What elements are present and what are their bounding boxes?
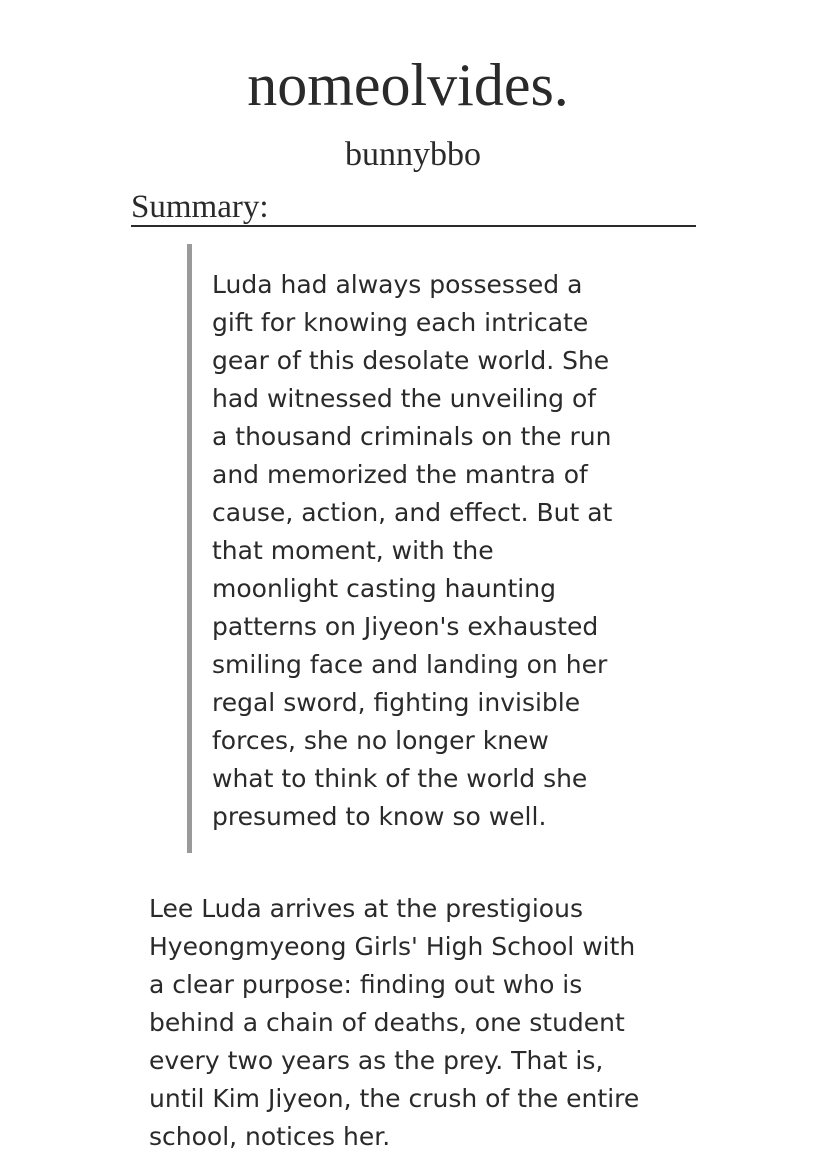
summary-paragraph: Lee Luda arrives at the prestigious Hyeongmyeong Girls' High School with a clear purpose: finding out who is behind a chain of deaths, one student every two years as the prey. That is, until Kim Jiyeon, the crush of the entire school, notices her.: [149, 894, 640, 1151]
summary-quote-text: Luda had always possessed a gift for knowing each intricate gear of this desolate world. She had witnessed the unveiling of a thousand criminals on the run and memorized the mantra of cause, action, and effect. But at that moment, with the moonlight casting haunting patterns on Jiyeon's exhausted smiling face and landing on her regal sword, fighting invisible forces, she no longer knew what to think of the world she presumed to know so well.: [212, 270, 613, 831]
summary-blockquote: [187, 244, 647, 853]
work-title: nomeolvides.: [247, 52, 569, 118]
author-name[interactable]: bunnybbo: [345, 136, 481, 173]
summary-heading: Summary:: [131, 188, 696, 227]
